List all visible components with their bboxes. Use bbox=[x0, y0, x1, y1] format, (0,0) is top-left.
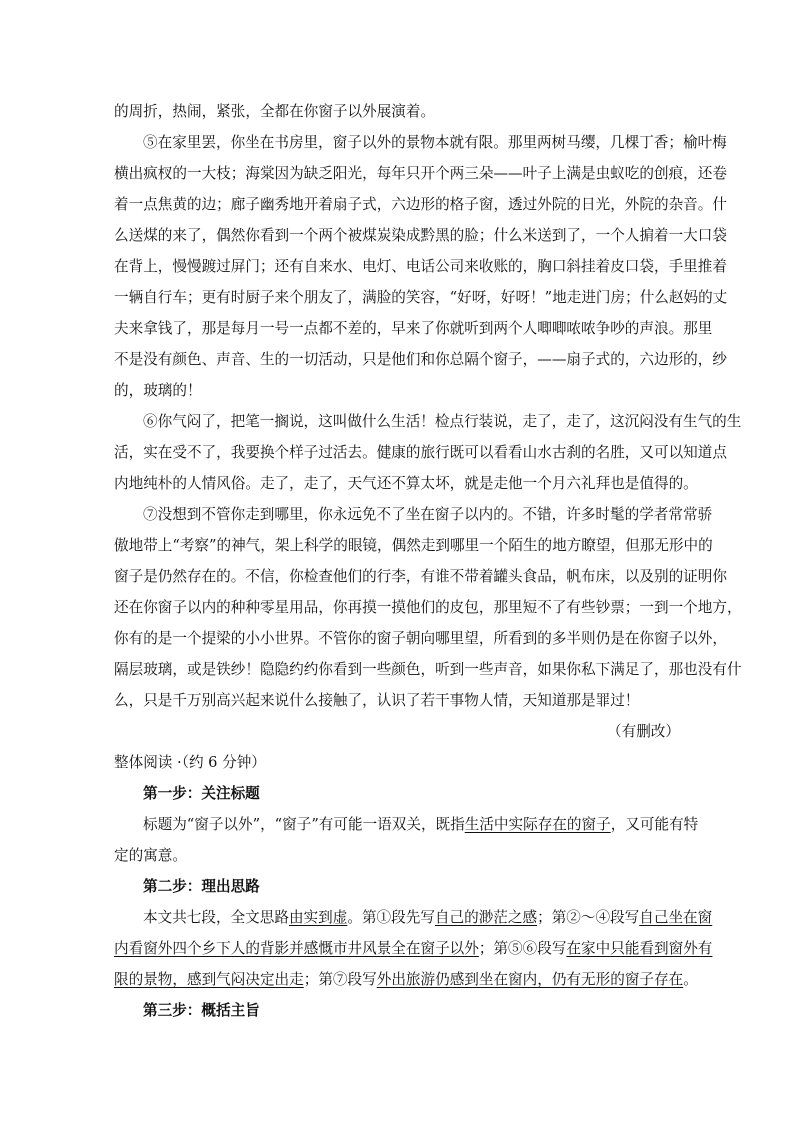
step1-title: 第一步：关注标题 bbox=[143, 785, 260, 802]
paragraph-line: 一辆自行车；更有时厨子来个朋友了，满脸的笑容，“好呀，好呀！”地走进门房；什么赵妈的丈 bbox=[114, 289, 728, 306]
edit-note: （有删改） bbox=[607, 723, 680, 740]
paragraph-line: 不是没有颜色、声音、生的一切活动，只是他们和你总隔个窗子，——扇子式的，六边形的，纱 bbox=[114, 351, 727, 368]
paragraph-line: 隔层玻璃，或是铁纱！隐隐约约你看到一些颜色，听到一些声音，如果你私下满足了，那也没有什 bbox=[114, 661, 742, 678]
step2-underline: 在家中只能看到窗外有 bbox=[566, 940, 713, 957]
step1-text: ，又可能有特 bbox=[610, 816, 699, 833]
step2-line2 bbox=[114, 933, 713, 964]
paragraph-line: 还在你窗子以内的种种零星用品，你再摸一摸他们的皮包，那里短不了有些钞票；一到一个地方， bbox=[114, 599, 742, 616]
prev-paragraph-line: 的周折，热闹，紧张，全都在你窗子以外展演着。 bbox=[114, 103, 436, 120]
paragraph-line: ⑤在家里罢，你坐在书房里，窗子以外的景物本就有限。那里两树马缨，几棵丁香；榆叶梅 bbox=[143, 134, 727, 151]
step2-text: ；第⑤⑥段写 bbox=[478, 940, 567, 957]
step2-underline: 内看窗外四个乡下人的背影并感慨市井风景全在窗子以外 bbox=[114, 940, 479, 957]
step2-text: 本文共七段，全文思路 bbox=[143, 909, 289, 926]
paragraph-line: 的，玻璃的！ bbox=[114, 382, 202, 399]
paragraph-line: 着一点焦黄的边；廊子幽秀地开着扇子式，六边形的格子窗，透过外院的日光，外院的杂音。什 bbox=[114, 196, 727, 213]
step2-text: 。 bbox=[683, 971, 698, 988]
step1-line1 bbox=[114, 809, 699, 840]
paragraph-line: 傲地带上“考察”的神气，架上科学的眼镜，偶然走到哪里一个陌生的地方瞭望，但那无形中的 bbox=[114, 537, 713, 554]
step2-underline: 由实到虚 bbox=[288, 909, 348, 926]
step2-underline: 限的景物，感到气闷决定出走 bbox=[114, 971, 304, 988]
paragraph-line: 在背上，慢慢踱过屏门；还有自来水、电灯、电话公司来收账的，胸口斜挂着皮口袋，手里推着 bbox=[114, 258, 727, 275]
step2-text: ；第⑦段写 bbox=[303, 971, 377, 988]
paragraph-line: 横出疯杈的一大枝；海棠因为缺乏阳光，每年只开个两三朵——叶子上满是虫蚁吃的创痕，还卷 bbox=[114, 165, 727, 182]
step1-line2: 定的寓意。 bbox=[114, 847, 187, 864]
step1-underline: 生活中实际存在的窗子 bbox=[464, 816, 611, 833]
paragraph-6 bbox=[114, 406, 742, 499]
paragraph-line: ⑦没想到不管你走到哪里，你永远免不了坐在窗子以内的。不错，许多时髦的学者常常骄 bbox=[143, 506, 713, 523]
step2-underline: 外出旅游仍感到坐在窗内，仍有无形的窗子存在 bbox=[376, 971, 684, 988]
step1-text: 标题为“窗子以外”，“窗子”有可能一语双关，既指 bbox=[143, 816, 465, 833]
paragraph-line: ⑥你气闷了，把笔一搁说，这叫做什么生活！检点行装说，走了，走了，这沉闷没有生气的生 bbox=[143, 413, 742, 430]
paragraph-line: 么，只是千万别高兴起来说什么接触了，认识了若干事物人情，天知道那是罪过！ bbox=[114, 692, 640, 709]
step2-text: 。第①段先写 bbox=[347, 909, 435, 926]
step2-text: ；第②～④段写 bbox=[537, 909, 640, 926]
paragraph-line: 你有的是一个提梁的小小世界。不管你的窗子朝向哪里望，所看到的多半则仍是在你窗子以外， bbox=[114, 630, 727, 647]
step2-underline: 自己的渺茫之感 bbox=[434, 909, 538, 926]
document-page bbox=[114, 96, 742, 1026]
paragraph-5 bbox=[114, 127, 728, 406]
step2-line3 bbox=[114, 964, 698, 995]
paragraph-line: 内地纯朴的人情风俗。走了，走了，天气还不算太坏，就是走他一个月六礼拜也是值得的。 bbox=[114, 475, 698, 492]
paragraph-line: 窗子是仍然存在的。不信，你检查他们的行李，有谁不带着罐头食品，帆布床，以及别的证明你 bbox=[114, 568, 727, 585]
reading-header: 整体阅读 ·（约 6 分钟） bbox=[114, 754, 266, 771]
step3-title: 第三步：概括主旨 bbox=[143, 1002, 260, 1019]
step2-line1 bbox=[114, 902, 713, 933]
step2-title: 第二步：理出思路 bbox=[143, 878, 260, 895]
paragraph-7 bbox=[114, 499, 742, 716]
step2-underline: 自己坐在窗 bbox=[639, 909, 713, 926]
paragraph-line: 夫来拿钱了，那是每月一号一点都不差的，早来了你就听到两个人唧唧哝哝争吵的声浪。那里 bbox=[114, 320, 713, 337]
paragraph-line: 么送煤的来了，偶然你看到一个两个被煤炭染成黔黑的脸；什么米送到了，一个人掮着一大口袋 bbox=[114, 227, 727, 244]
paragraph-line: 活，实在受不了，我要换个样子过活去。健康的旅行既可以看看山水古刹的名胜，又可以知道点 bbox=[114, 444, 727, 461]
